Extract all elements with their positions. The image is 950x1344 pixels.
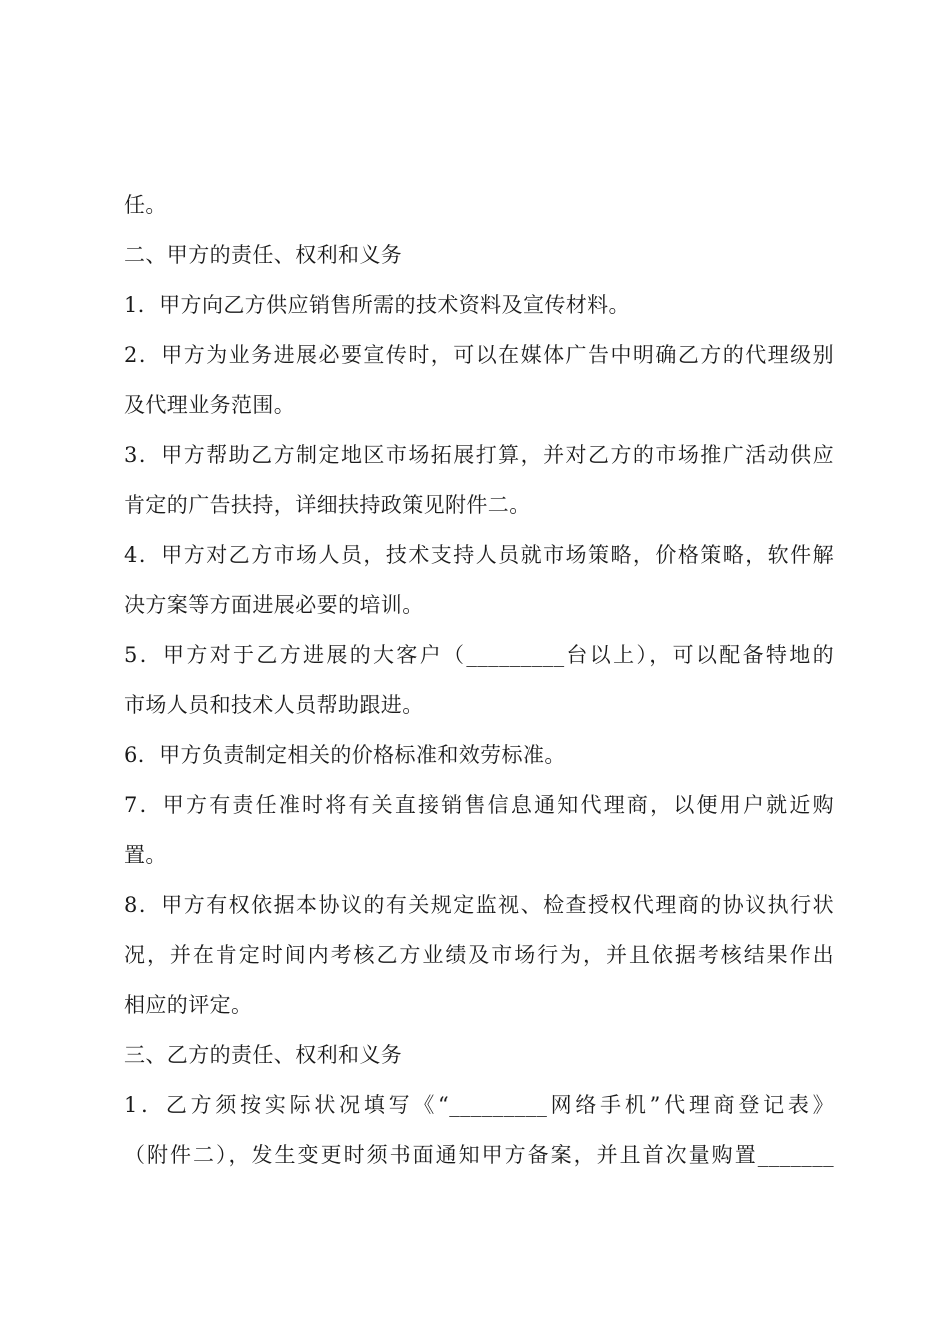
section-heading: 二、甲方的责任、权利和义务 [124, 243, 403, 267]
text-line: 6．甲方负责制定相关的价格标准和效劳标准。 [124, 743, 566, 767]
text-line: 市场人员和技术人员帮助跟进。 [124, 693, 424, 717]
text-line: 况，并在肯定时间内考核乙方业绩及市场行为，并且依据考核结果作出 [124, 943, 834, 967]
text-line: 置。 [124, 843, 167, 867]
text-line: 决方案等方面进展必要的培训。 [124, 593, 424, 617]
text-line: 任。 [124, 193, 167, 217]
text-line: 3．甲方帮助乙方制定地区市场拓展打算，并对乙方的市场推广活动供应 [124, 443, 834, 467]
text-line: 7．甲方有责任准时将有关直接销售信息通知代理商，以便用户就近购 [124, 793, 834, 817]
text-line: 5．甲方对于乙方进展的大客户（_________台以上），可以配备特地的 [124, 643, 834, 667]
section-heading: 三、乙方的责任、权利和义务 [124, 1043, 403, 1067]
text-line: （附件二），发生变更时须书面通知甲方备案，并且首次量购置_______ [124, 1143, 834, 1167]
text-line: 相应的评定。 [124, 993, 253, 1017]
text-line: 1．乙方须按实际状况填写《“_________网络手机”代理商登记表》 [124, 1093, 834, 1117]
text-line: 1．甲方向乙方供应销售所需的技术资料及宣传材料。 [124, 293, 630, 317]
text-line: 肯定的广告扶持，详细扶持政策见附件二。 [124, 493, 531, 517]
text-line: 及代理业务范围。 [124, 393, 296, 417]
text-line: 2．甲方为业务进展必要宣传时，可以在媒体广告中明确乙方的代理级别 [124, 343, 834, 367]
text-line: 8．甲方有权依据本协议的有关规定监视、检查授权代理商的协议执行状 [124, 893, 834, 917]
text-line: 4．甲方对乙方市场人员，技术支持人员就市场策略，价格策略，软件解 [124, 543, 834, 567]
